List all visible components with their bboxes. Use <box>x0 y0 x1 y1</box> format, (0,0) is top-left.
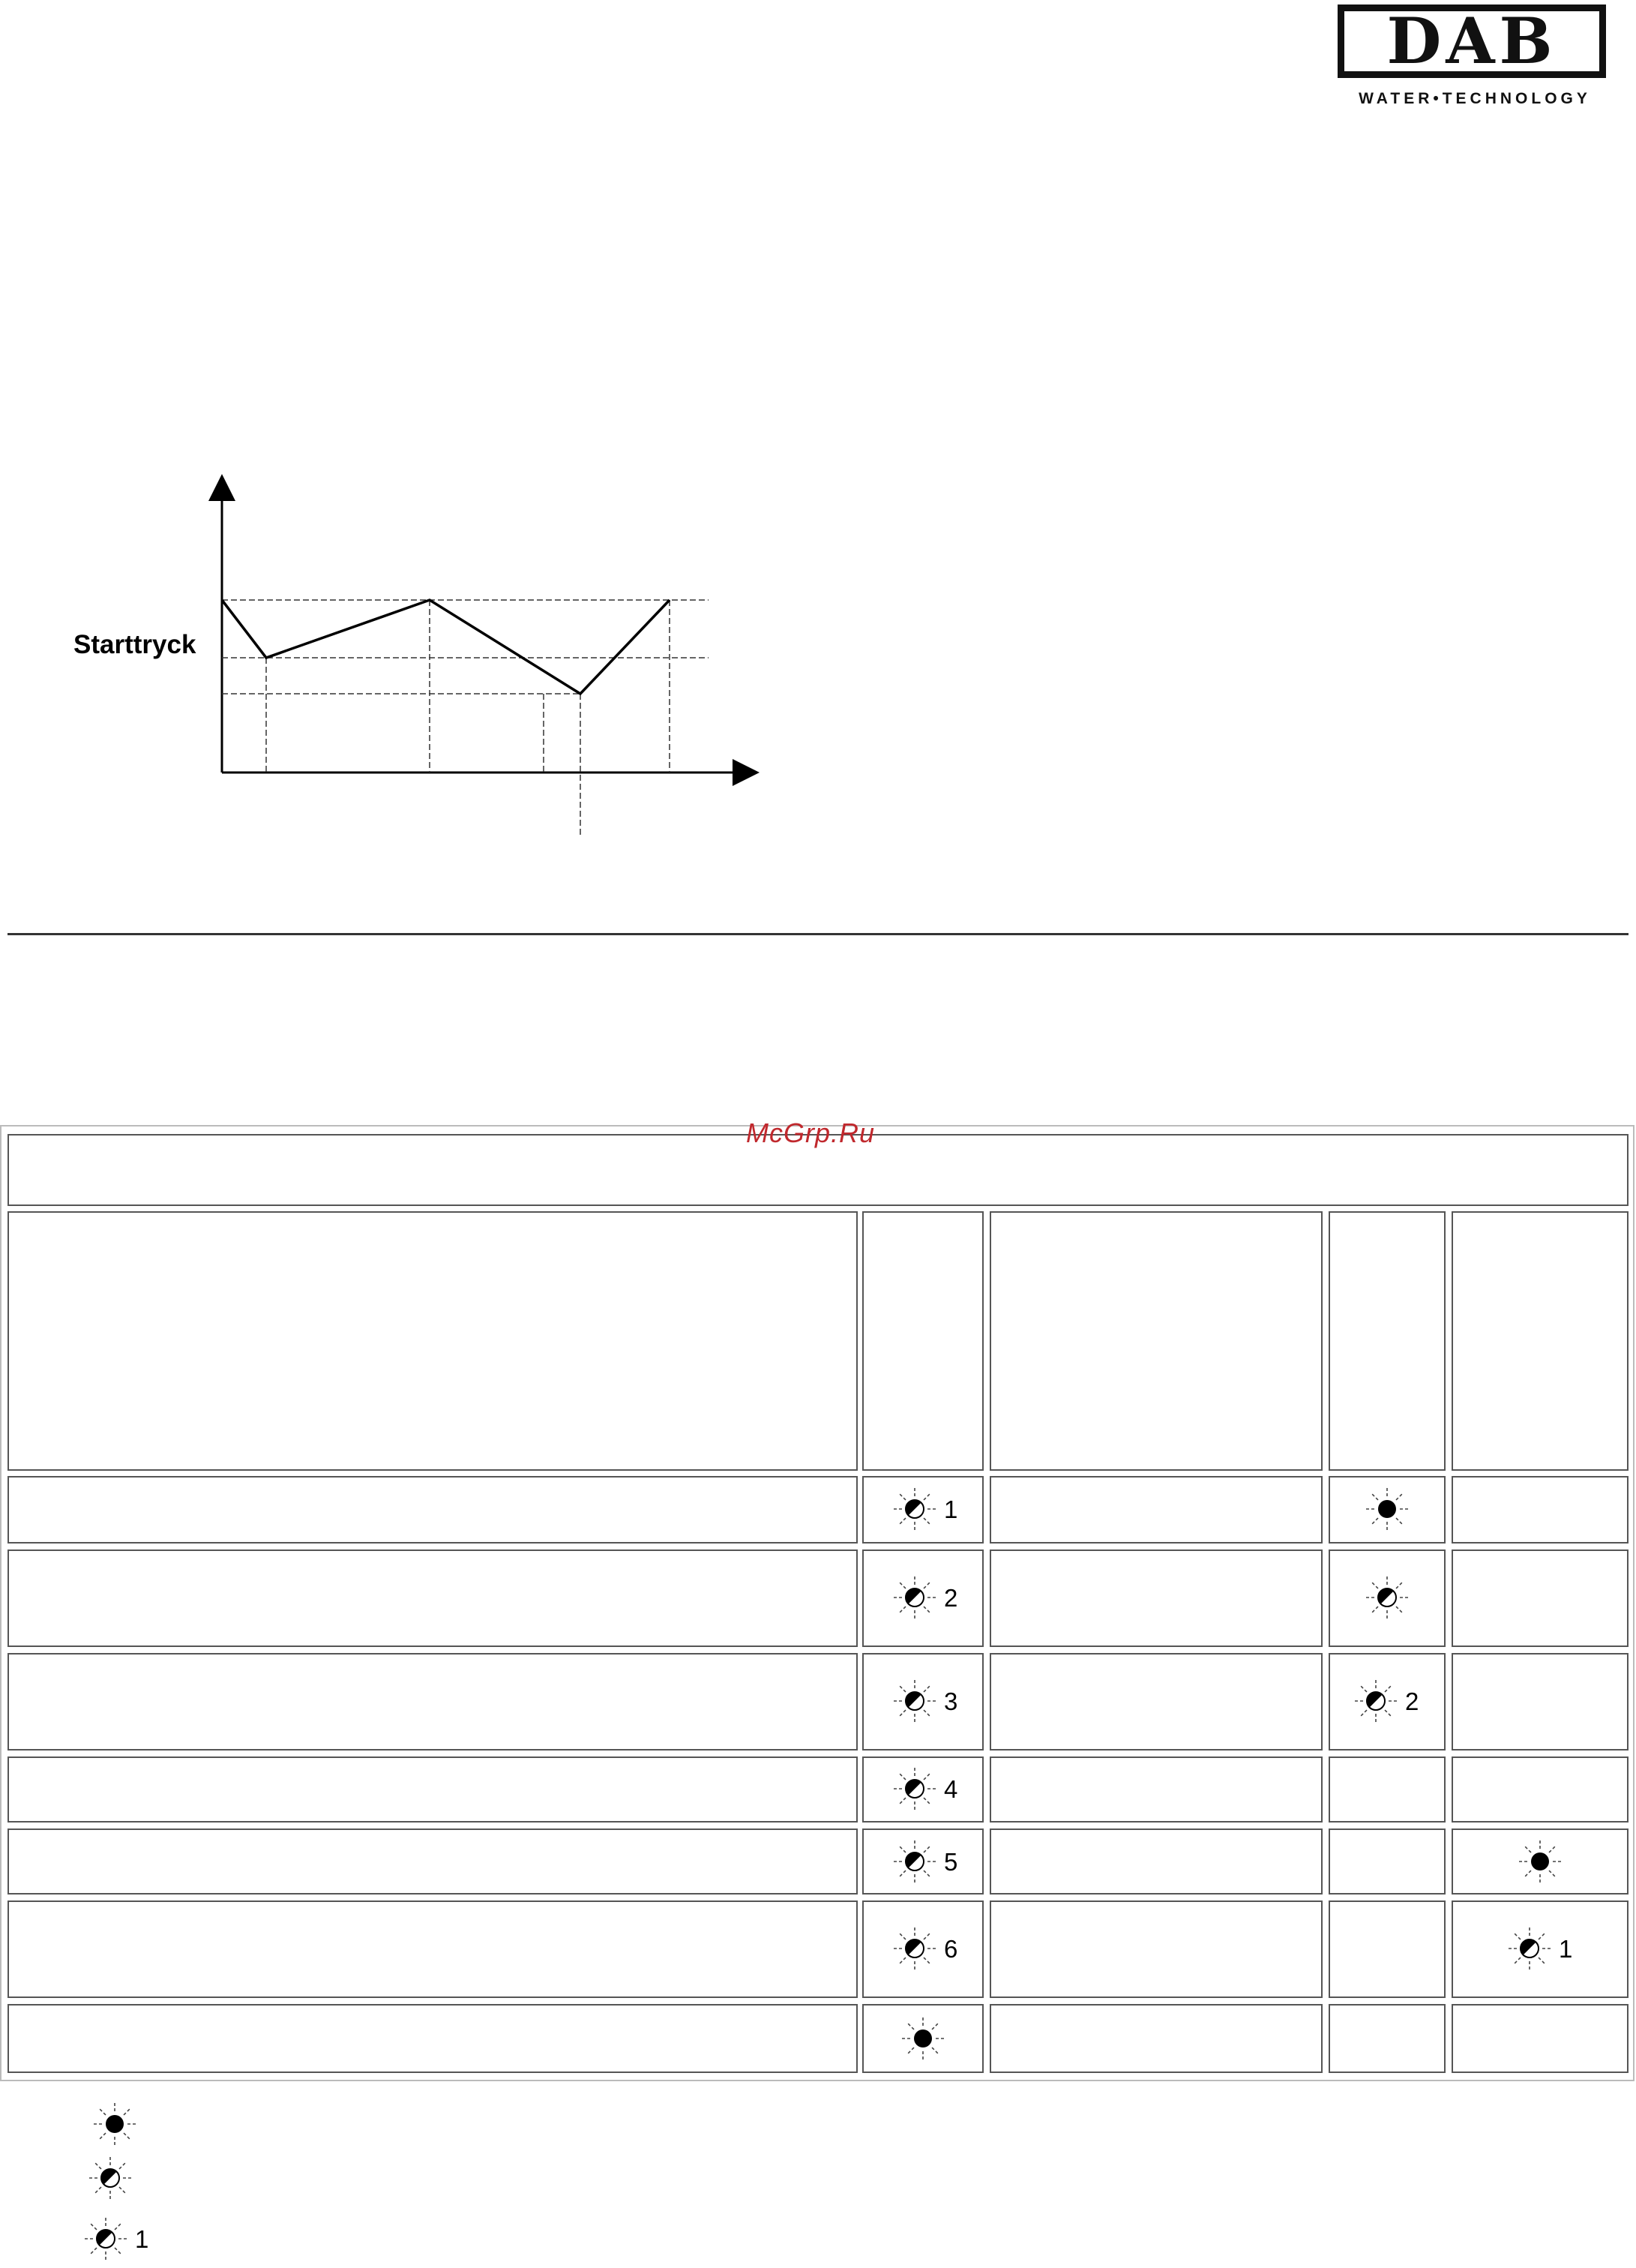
legend-item-half-count <box>79 2216 148 2261</box>
led-blink-count: 6 <box>944 1934 958 1963</box>
table-row-4-col-b <box>990 1756 1323 1822</box>
dab-logo <box>1332 2 1618 111</box>
led-half-icon <box>888 1575 941 1620</box>
table-row-7-col-d <box>1452 2004 1629 2073</box>
led-indicator <box>1361 1575 1413 1620</box>
header-cell-col-d <box>1452 1211 1629 1471</box>
table-row-4-col-d <box>1452 1756 1629 1822</box>
logo-box <box>1338 4 1606 78</box>
legend-item-half <box>84 2156 136 2200</box>
section-divider <box>7 933 1629 935</box>
led-full-icon <box>897 2016 949 2061</box>
table-row-2-col-d <box>1452 1550 1629 1647</box>
header-cell-col-a <box>862 1211 984 1471</box>
led-blink-count: 1 <box>1559 1934 1573 1963</box>
logo-subtitle: WATER•TECHNOLOGY <box>1359 90 1591 107</box>
led-indicator <box>1350 1678 1419 1724</box>
led-indicator <box>888 1678 957 1724</box>
led-indicator <box>897 2016 949 2061</box>
led-indicator <box>888 1839 957 1884</box>
table-row-3-col-b <box>990 1653 1323 1750</box>
led-half-icon <box>1350 1678 1402 1724</box>
led-indicator <box>1503 1926 1572 1971</box>
start-pressure-label: Starttryck <box>73 630 196 659</box>
led-half-icon <box>84 2156 136 2200</box>
led-blink-count: 2 <box>944 1583 958 1612</box>
led-half-icon <box>79 2216 132 2261</box>
led-full-icon <box>1361 1486 1413 1532</box>
led-indicator <box>888 1575 957 1620</box>
table-row-6-col-c <box>1329 1900 1446 1998</box>
led-blink-count: 1 <box>135 2224 149 2253</box>
pressure-curve <box>222 600 670 694</box>
table-row-7-description <box>7 2004 858 2073</box>
led-full-icon <box>1514 1839 1566 1884</box>
led-blink-count: 1 <box>944 1495 958 1523</box>
table-row-3-col-d <box>1452 1653 1629 1750</box>
header-cell-description <box>7 1211 858 1471</box>
led-full-icon <box>88 2102 141 2146</box>
header-cell-col-b <box>990 1211 1323 1471</box>
led-indicator <box>888 1486 957 1532</box>
watermark: McGrp.Ru <box>746 1118 876 1148</box>
led-half-icon <box>888 1839 941 1884</box>
table-row-7-col-b <box>990 2004 1323 2073</box>
led-half-icon <box>888 1486 941 1532</box>
table-row-2-description <box>7 1550 858 1647</box>
led-blink-count: 5 <box>944 1847 958 1876</box>
led-indicator <box>888 1926 957 1971</box>
led-blink-count: 2 <box>1405 1687 1419 1715</box>
table-row-7-col-c <box>1329 2004 1446 2073</box>
table-row-4-col-c <box>1329 1756 1446 1822</box>
table-row-3-description <box>7 1653 858 1750</box>
led-half-icon <box>888 1678 941 1724</box>
led-half-icon <box>888 1766 941 1811</box>
legend-item-full <box>88 2102 141 2146</box>
table-row-5-col-b <box>990 1828 1323 1894</box>
table-row-4-description <box>7 1756 858 1822</box>
led-indicator <box>888 1766 957 1811</box>
logo-wordmark: DAB <box>1386 4 1557 78</box>
led-blink-count: 4 <box>944 1774 958 1803</box>
table-row-5-col-c <box>1329 1828 1446 1894</box>
table-row-1-description <box>7 1476 858 1544</box>
led-indicator <box>1514 1839 1566 1884</box>
table-row-1-col-b <box>990 1476 1323 1544</box>
pressure-diagram <box>60 469 772 844</box>
table-row-5-description <box>7 1828 858 1894</box>
led-blink-count: 3 <box>944 1687 958 1715</box>
table-row-6-description <box>7 1900 858 1998</box>
table-row-1-col-d <box>1452 1476 1629 1544</box>
led-half-icon <box>1361 1575 1413 1620</box>
table-row-2-col-b <box>990 1550 1323 1647</box>
led-indicator <box>1361 1486 1413 1532</box>
header-cell-col-c <box>1329 1211 1446 1471</box>
table-row-6-col-b <box>990 1900 1323 1998</box>
led-half-icon <box>888 1926 941 1971</box>
led-half-icon <box>1503 1926 1556 1971</box>
